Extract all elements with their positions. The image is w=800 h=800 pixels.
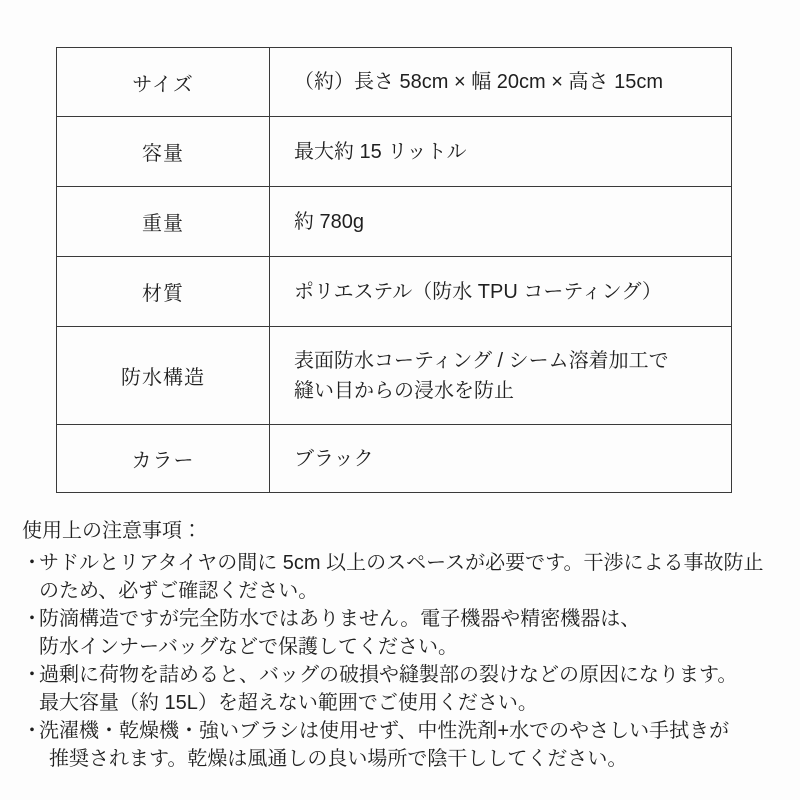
spec-value-line: 縫い目からの浸水を防止 — [294, 379, 514, 402]
spec-value-line: 約 780g — [294, 210, 365, 233]
table-row-size — [57, 48, 732, 117]
spec-table — [56, 47, 732, 493]
spec-value-line: 表面防水コーティング / シーム溶着加工で — [294, 349, 669, 372]
spec-value-line: ブラック — [294, 447, 374, 470]
spec-value-material — [270, 257, 732, 327]
note-line: 推奨されます。乾燥は風通しの良い場所で陰干ししてください。 — [49, 748, 628, 770]
spec-label-size: サイズ — [57, 48, 270, 117]
table-row-capacity — [57, 117, 732, 187]
spec-value-line: 最大約 15 リットル — [294, 140, 467, 163]
spec-label-waterproof: 防水構造 — [57, 327, 270, 425]
note-line: 過剰に荷物を詰めると、バッグの破損や縫製部の裂けなどの原因になります。 — [39, 664, 738, 686]
spec-label-material: 材質 — [57, 257, 270, 327]
spec-value-color — [270, 425, 732, 493]
list-item — [22, 717, 792, 773]
spec-label-weight: 重量 — [57, 187, 270, 257]
table-row-waterproof — [57, 327, 732, 425]
bullet-icon: ・ — [22, 552, 42, 574]
list-item — [22, 549, 792, 605]
spec-label-capacity: 容量 — [57, 117, 270, 187]
spec-value-line: ポリエステル（防水 TPU コーティング） — [294, 280, 662, 303]
table-row-material — [57, 257, 732, 327]
bullet-icon: ・ — [22, 664, 42, 686]
bullet-icon: ・ — [22, 608, 42, 630]
usage-notes-section — [22, 517, 792, 773]
note-line: のため、必ずご確認ください。 — [39, 580, 319, 602]
note-line: 洗濯機・乾燥機・強いブラシは使用せず、中性洗剤+水でのやさしい手拭きが — [39, 720, 730, 742]
spec-value-line: （約）長さ 58cm × 幅 20cm × 高さ 15cm — [294, 71, 663, 93]
note-line: 最大容量（約 15L）を超えない範囲でご使用ください。 — [39, 692, 538, 714]
usage-notes-heading: 使用上の注意事項： — [22, 520, 202, 542]
spec-value-capacity — [270, 117, 732, 187]
note-line: 防水インナーバッグなどで保護してください。 — [39, 636, 458, 658]
list-item — [22, 661, 792, 717]
spec-value-waterproof — [270, 327, 732, 425]
spec-value-size — [270, 48, 732, 117]
spec-label-color: カラー — [57, 425, 270, 493]
table-row-weight — [57, 187, 732, 257]
bullet-icon: ・ — [22, 720, 42, 742]
table-row-color — [57, 425, 732, 493]
spec-value-weight — [270, 187, 732, 257]
note-line: 防滴構造ですが完全防水ではありません。電子機器や精密機器は、 — [39, 608, 641, 630]
note-line: サドルとリアタイヤの間に 5cm 以上のスペースが必要です。干渉による事故防止 — [39, 552, 764, 574]
list-item — [22, 605, 792, 661]
